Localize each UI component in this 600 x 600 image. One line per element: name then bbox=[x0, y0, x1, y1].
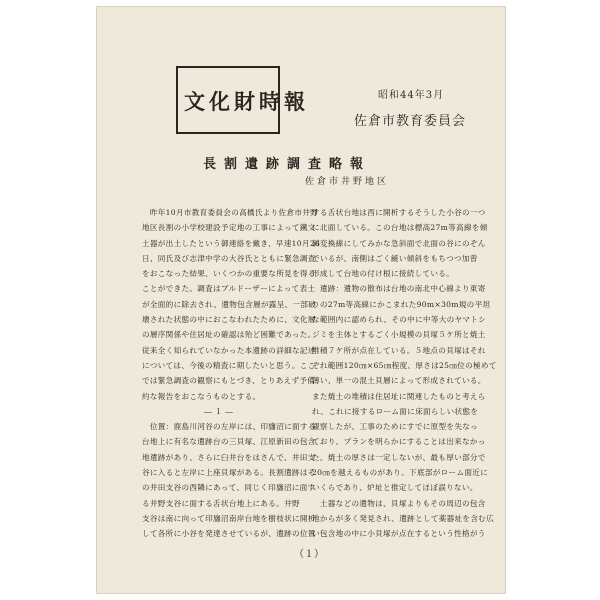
body-text-line: いくらであり、炉址と推定してほぼ誤りない。 bbox=[312, 483, 478, 493]
body-text-line: な範囲内に認められ、その中に中等大のヤマトシ bbox=[312, 315, 487, 325]
masthead-title: 文化財時報 bbox=[184, 89, 309, 114]
body-text-line: 観察したが、工事のためにすでに原型を失なっ bbox=[312, 422, 478, 432]
body-text-line: に北面している。この台地は標高27m等高線を傾 bbox=[312, 223, 488, 233]
body-text-line: また焼土の堆積は住居址に関連したものと考えら bbox=[312, 391, 486, 401]
article-location: 佐倉市井野地区 bbox=[305, 177, 390, 187]
body-text-line: る井野支谷に面する舌状台地上にある。井野 bbox=[142, 498, 300, 508]
body-text-line: た。焼土の厚さは一定しないが、最も厚い部分で bbox=[312, 452, 486, 462]
body-text-line: 遺跡：遺物の散布は台地の南北中心線より東寄 bbox=[312, 284, 486, 294]
body-text-line: 土器が出土したという御連絡を戴き、早速10月26 bbox=[142, 238, 321, 248]
body-text-line: ジミを主体とするごく小規模の貝塚５ケ所と焼土 bbox=[312, 330, 486, 340]
body-column-right bbox=[312, 205, 497, 542]
body-text-line: が全面的に除去され、遺物包含層が露呈、一部破 bbox=[142, 299, 317, 309]
article-heading: 長割遺跡調査略報 bbox=[203, 157, 372, 172]
body-text-line: い包含地の中に小貝塚が点在するという性格がう bbox=[312, 529, 486, 539]
body-text-line: については、今後の精査に期したいと思う。ここ bbox=[142, 360, 316, 370]
body-text-line: 谷に入ると左岸に上座貝塚がある。長割遺跡はそ bbox=[142, 468, 316, 478]
body-text-line: 形成して台地の付け根に接続している。 bbox=[312, 269, 455, 279]
body-text-line: 昨年10月市教育委員会の高橋氏より佐倉市井野 bbox=[142, 208, 319, 217]
body-text-line: 台地上に有名な遺跡台の三貝塚、江原新田の包含 bbox=[142, 437, 316, 447]
body-text-line: 地遺跡があり、さらに臼井台をはさんで、井田支 bbox=[142, 452, 316, 462]
page-number: （１） bbox=[294, 549, 324, 560]
body-text-line: の井田支谷の西隣にあって、同じく印旛沼に面す bbox=[142, 483, 316, 493]
body-text-line: ぞれ範囲120㎝×65㎝程度、厚さは25㎝位の極めて bbox=[312, 360, 497, 370]
body-text-line: りの27m等高線にかこまれた90m×30m規の平坦 bbox=[312, 299, 491, 309]
masthead-title-box bbox=[176, 66, 309, 134]
body-text-line: 支谷は南に向って印旛沼南岸台地を樹枝状に開析 bbox=[142, 513, 316, 523]
body-text-line: ことができた。調査はブルドーザーによって表土 bbox=[142, 284, 316, 294]
body-text-line: する舌状台地は西に開析するそうした小谷の一つ bbox=[312, 208, 486, 217]
body-text-line: 約な報告をおこなうものとする。 bbox=[142, 391, 261, 401]
body-text-line: して各所に小谷を発達させているが、遺跡の位置 bbox=[142, 529, 316, 539]
body-text-line: では緊急調査の観察にもとづき、とりあえず予備 bbox=[142, 376, 316, 386]
body-text-line: ており、プランを明らかにすることは出来なかっ bbox=[312, 437, 486, 447]
issue-date: 昭和44年3月 bbox=[378, 90, 445, 101]
body-text-line: 壊された状態の中におこなわれたために、文化層 bbox=[142, 315, 316, 325]
body-text-line: 位置：鹿島川河谷の左岸には、印旛沼に面する bbox=[142, 422, 316, 432]
body-text-line: 薄い、単一の混土貝層によって形成されている。 bbox=[312, 376, 486, 386]
body-text-line: れ、これに接するローム面に床面らしい状態を bbox=[312, 406, 479, 416]
body-text-line: 地からが多く発見され、遺跡として薬器址を含む広 bbox=[312, 513, 495, 523]
body-text-line: の層序関係や住居址の確認は殆ど困難であった。 bbox=[142, 330, 316, 340]
publisher: 佐倉市教育委員会 bbox=[354, 114, 467, 129]
body-text-line: 土器などの遺物は、貝塚よりもその周辺の包含 bbox=[312, 498, 486, 508]
body-column-left bbox=[142, 205, 321, 542]
body-text-line: 20㎝を越えるものがあり、下底部がローム面近に bbox=[312, 468, 489, 478]
body-text-line: 地区長割の小学校建設予定地の工事によって鐵文 bbox=[142, 223, 316, 233]
body-text-line: でいるが、南側はごく緩い傾斜をもちつつ加曾 bbox=[312, 253, 478, 263]
body-text-line: 日、同氏及び志津中学の大谷氏とともに緊急調査 bbox=[142, 253, 316, 263]
body-text-line: 堆積７ケ所が点在している。５地点の貝塚はそれ bbox=[312, 345, 486, 355]
body-text-line: 従来全く知られていなかった本遺跡の詳細な記述 bbox=[142, 345, 316, 355]
body-text-line: ―１― bbox=[204, 406, 236, 416]
body-text-line: をおこなった結果、いくつかの重要な所見を得る bbox=[142, 269, 316, 279]
body-text-line: 斜変換線にしてみかな急斜面で北面の谷にのぞん bbox=[312, 238, 486, 248]
